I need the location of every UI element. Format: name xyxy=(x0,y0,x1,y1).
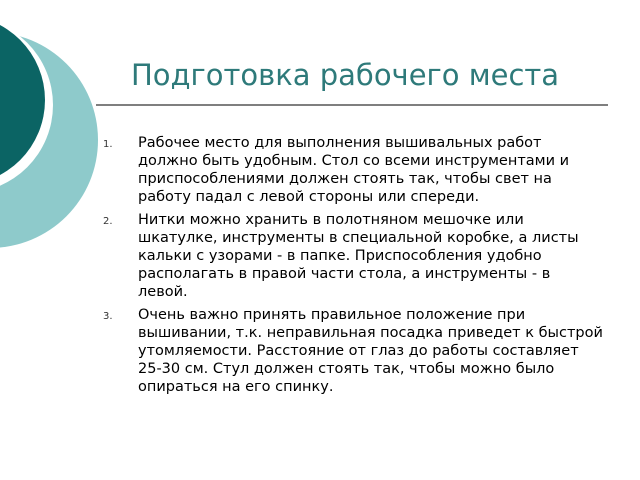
numbered-list xyxy=(103,134,603,401)
list-item-number: 2. xyxy=(103,216,113,227)
decorative-circles xyxy=(0,0,120,260)
list-item-text: Рабочее место для выполнения вышивальных работ должно быть удобным. Стол со всеми инструментами и приспособлениями должен стоять так, чтобы свет на работу падал с левой стороны или спереди. xyxy=(138,135,570,205)
list-item xyxy=(103,211,603,301)
list-item-text: Очень важно принять правильное положение при вышивании, т.к. неправильная посадка приведет к быстрой утомляемости. Расстояние от глаз до работы составляет 25-30 см. Стул должен стоять так, чтобы можно было опираться на его спинку. xyxy=(138,307,603,395)
list-item-text: Нитки можно хранить в полотняном мешочке или шкатулке, инструменты в специальной коробке, а листы кальки с узорами - в папке. Приспособления удобно располагать в правой части стола, а инструменты - в левой. xyxy=(138,212,579,300)
title-divider xyxy=(96,104,608,106)
list-item xyxy=(103,306,603,396)
slide-title: Подготовка рабочего места xyxy=(130,58,560,92)
list-item-number: 3. xyxy=(103,311,113,322)
list-item xyxy=(103,134,603,206)
list-item-number: 1. xyxy=(103,139,113,150)
